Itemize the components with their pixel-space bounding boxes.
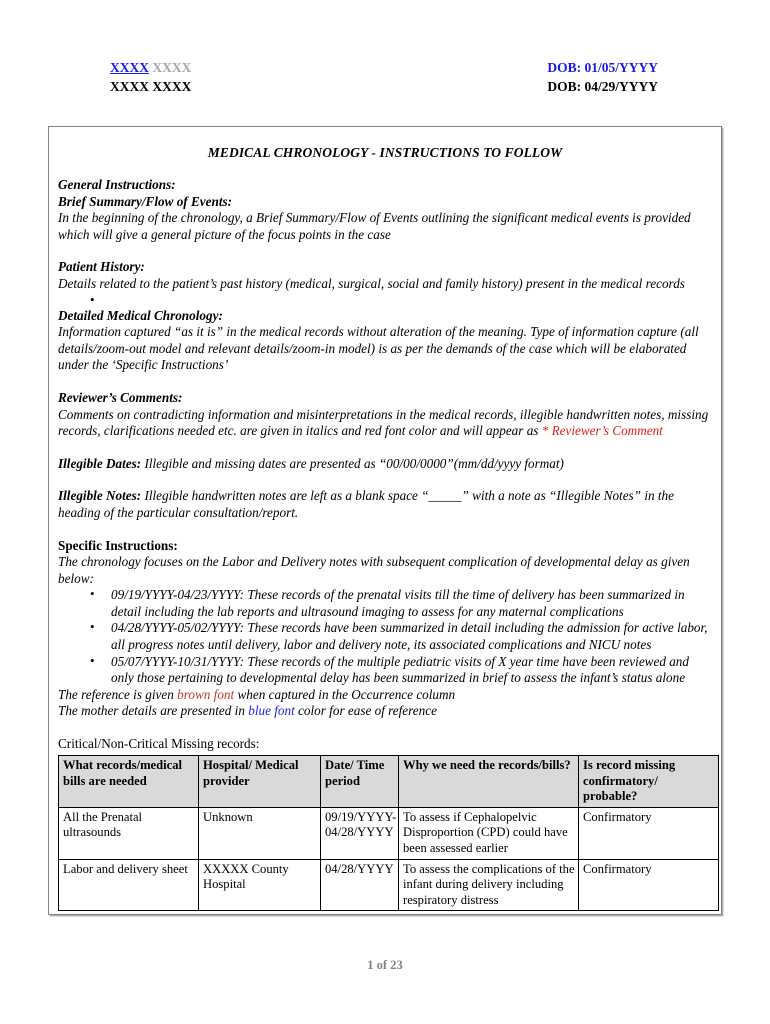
brief-summary-body: In the beginning of the chronology, a Brief Summary/Flow of Events outlining the significant medical events is provided which will give a general picture of the focus points in the case — [58, 210, 691, 242]
patient-dob-primary: DOB: 01/05/YYYY — [547, 60, 658, 75]
mother-note-suffix: color for ease of reference — [294, 703, 437, 719]
reference-note-prefix: The reference is given — [58, 686, 178, 702]
detailed-chronology-body: Information captured “as it is” in the medical records without alteration of the meaning. Type of information capture (all details/zoom-out model and relevant details/zoom-in model) is as per the demands of the case which will be elaborated under the ‘Specific Instructions’ — [58, 324, 699, 373]
specific-instructions-bullet-list — [58, 587, 712, 687]
column-header-reason: Why we need the records/bills? — [399, 756, 579, 808]
mother-color-note — [58, 703, 712, 720]
patient-history-body: Details related to the patient’s past history (medical, surgical, social and family history) present in the medical records — [58, 275, 685, 291]
spacer — [58, 472, 712, 488]
illegible-notes-body-b: ” with a note as “Illegible Notes” in the heading of the particular consultation/report. — [58, 488, 674, 520]
detailed-chronology-heading: Detailed Medical Chronology: — [58, 307, 223, 323]
table-row — [59, 859, 719, 911]
header-row-patient — [110, 58, 658, 77]
column-header-provider: Hospital/ Medical provider — [199, 756, 321, 808]
cell-reason: To assess if Cephalopelvic Disproportion (CPD) could have been assessed earlier — [399, 807, 579, 859]
list-item — [58, 293, 712, 308]
illegible-notes-section — [58, 488, 712, 521]
column-header-status: Is record missing confirmatory/ probable? — [579, 756, 719, 808]
illegible-dates-body: Illegible and missing dates are presented as “00/00/0000”(mm/dd/yyyy format) — [141, 455, 564, 471]
detailed-chronology-section — [58, 308, 712, 374]
patient-history-section — [58, 259, 712, 307]
missing-records-label: Critical/Non-Critical Missing records: — [58, 736, 260, 752]
cell-provider: XXXXX County Hospital — [199, 859, 321, 911]
document-running-header — [110, 58, 658, 96]
list-item: • 04/28/YYYY-05/02/YYYY: These records have been summarized in detail including the admission for active labor, all progress notes until delivery, labor and delivery note, its associated complications and NICU notes — [58, 620, 712, 653]
illegible-dates-line — [58, 456, 712, 473]
specific-instructions-section — [58, 538, 712, 721]
list-item: • 09/19/YYYY-04/23/YYYY: These records of the prenatal visits till the time of delivery has been summarized in detail including the lab reports and ultrasound imaging to assess for any maternal complications — [58, 587, 712, 620]
illegible-dates-section — [58, 456, 712, 473]
reviewers-comments-section — [58, 390, 712, 440]
spacer — [58, 243, 712, 259]
patient-history-bullet-list — [58, 293, 712, 308]
cell-status: Confirmatory — [579, 859, 719, 911]
missing-records-table — [58, 755, 719, 911]
spacer — [58, 522, 712, 538]
brown-font-sample: brown font — [177, 686, 235, 702]
document-content-frame — [48, 126, 722, 915]
cell-date-period: 04/28/YYYY — [321, 859, 399, 911]
cell-status: Confirmatory — [579, 807, 719, 859]
table-header — [59, 756, 719, 808]
cell-records-needed: Labor and delivery sheet — [59, 859, 199, 911]
patient-name-line — [110, 58, 191, 77]
illegible-dates-label: Illegible Dates: — [58, 455, 142, 471]
illegible-notes-line — [58, 488, 712, 521]
general-instructions-heading: General Instructions: — [58, 177, 176, 192]
patient-history-heading: Patient History: — [58, 259, 145, 275]
illegible-notes-label: Illegible Notes: — [58, 488, 142, 504]
page-footer — [0, 958, 770, 973]
cell-provider: Unknown — [199, 807, 321, 859]
cell-date-period: 09/19/YYYY-04/28/YYYY — [321, 807, 399, 859]
illegible-notes-body-a: Illegible handwritten notes are left as a blank space “ — [141, 488, 429, 504]
blue-font-sample: blue font — [248, 703, 295, 719]
secondary-name: XXXX XXXX — [110, 79, 192, 94]
cell-records-needed: All the Prenatal ultrasounds — [59, 807, 199, 859]
table-row — [59, 807, 719, 859]
brief-summary-heading: Brief Summary/Flow of Events: — [58, 193, 233, 209]
specific-instructions-heading: Specific Instructions: — [58, 537, 178, 553]
cell-reason: To assess the complications of the infant during delivery including respiratory distress — [399, 859, 579, 911]
header-row-secondary — [110, 77, 658, 96]
specific-instructions-body: The chronology focuses on the Labor and Delivery notes with subsequent complication of developmental delay as given below: — [58, 554, 690, 586]
column-header-records-needed: What records/medical bills are needed — [59, 756, 199, 808]
document-body — [49, 127, 721, 911]
illegible-notes-blank-space: _____ — [428, 488, 462, 504]
patient-name-secondary: XXXX — [152, 60, 192, 75]
reviewer-comment-sample: * Reviewer’s Comment — [541, 423, 663, 439]
mother-note-prefix: The mother details are presented in — [58, 703, 249, 719]
patient-name-link[interactable]: XXXX — [110, 60, 149, 75]
reviewers-comments-text: Comments on contradicting information and misinterpretations in the medical records, illegible handwritten notes, missing records, clarifications needed etc. are given in italics and red font color and will appear as — [58, 406, 709, 439]
spacer — [58, 440, 712, 456]
table-header-row — [59, 756, 719, 808]
secondary-dob: DOB: 04/29/YYYY — [547, 79, 658, 94]
column-header-date-period: Date/ Time period — [321, 756, 399, 808]
list-item: • 05/07/YYYY-10/31/YYYY: These records of the multiple pediatric visits of X year time have been reviewed and only those pertaining to developmental delay has been summarized in brief to assess the infant’s status alone — [58, 654, 712, 687]
reviewers-comments-body — [58, 407, 712, 440]
general-instructions-section — [58, 177, 712, 243]
spacer — [58, 374, 712, 390]
spacer — [58, 720, 712, 736]
reference-note-suffix: when captured in the Occurrence column — [234, 686, 456, 702]
reviewers-comments-heading: Reviewer’s Comments: — [58, 389, 183, 405]
page-indicator: 1 of 23 — [367, 958, 403, 972]
page-title: MEDICAL CHRONOLOGY - INSTRUCTIONS TO FOLLOW — [207, 145, 563, 160]
table-body — [59, 807, 719, 911]
spacer — [58, 161, 712, 177]
reference-color-note — [58, 687, 712, 704]
